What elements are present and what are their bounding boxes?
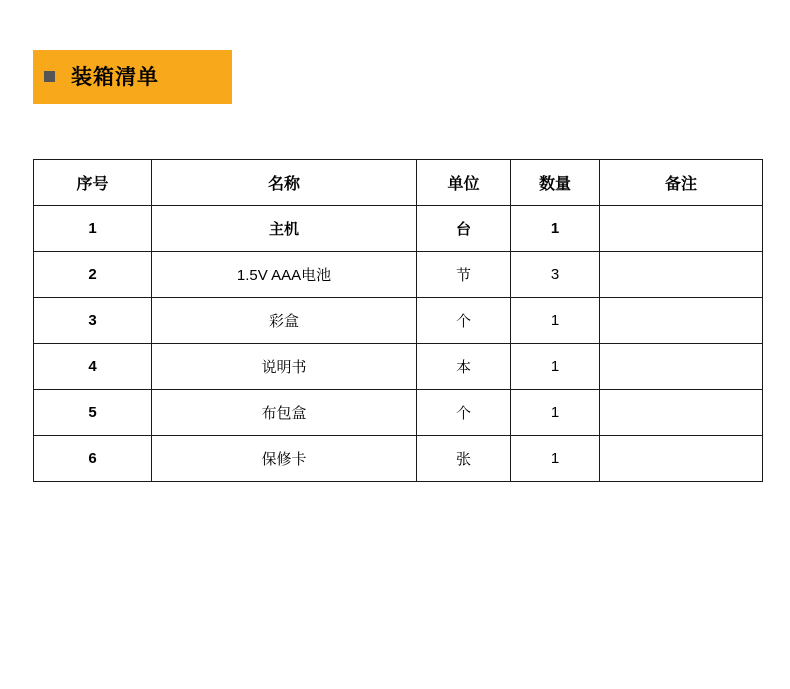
table-row [34, 344, 763, 390]
cell-qty: 1 [511, 206, 600, 252]
cell-name: 1.5V AAA电池 [152, 252, 417, 298]
cell-qty: 3 [511, 252, 600, 298]
cell-qty: 1 [511, 436, 600, 482]
cell-note [600, 390, 763, 436]
column-header-name: 名称 [152, 160, 417, 206]
cell-name: 主机 [152, 206, 417, 252]
section-title-banner [33, 50, 232, 104]
cell-unit: 本 [417, 344, 511, 390]
cell-qty: 1 [511, 298, 600, 344]
table-row [34, 252, 763, 298]
column-header-unit: 单位 [417, 160, 511, 206]
page-title: 装箱清单 [71, 65, 159, 89]
cell-no: 3 [34, 298, 152, 344]
cell-no: 1 [34, 206, 152, 252]
cell-note [600, 206, 763, 252]
cell-name: 保修卡 [152, 436, 417, 482]
table-row [34, 436, 763, 482]
cell-note [600, 298, 763, 344]
column-header-qty: 数量 [511, 160, 600, 206]
cell-unit: 个 [417, 298, 511, 344]
cell-note [600, 252, 763, 298]
cell-no: 4 [34, 344, 152, 390]
cell-name: 布包盒 [152, 390, 417, 436]
cell-unit: 节 [417, 252, 511, 298]
cell-qty: 1 [511, 344, 600, 390]
table-row [34, 206, 763, 252]
table-row [34, 390, 763, 436]
cell-unit: 张 [417, 436, 511, 482]
cell-note [600, 344, 763, 390]
cell-no: 2 [34, 252, 152, 298]
column-header-note: 备注 [600, 160, 763, 206]
table-row [34, 298, 763, 344]
cell-unit: 台 [417, 206, 511, 252]
cell-unit: 个 [417, 390, 511, 436]
column-header-no: 序号 [34, 160, 152, 206]
cell-no: 6 [34, 436, 152, 482]
cell-name: 说明书 [152, 344, 417, 390]
packing-list-table [33, 159, 763, 482]
square-bullet-icon [44, 71, 55, 82]
table-header-row [34, 160, 763, 206]
cell-qty: 1 [511, 390, 600, 436]
cell-no: 5 [34, 390, 152, 436]
cell-note [600, 436, 763, 482]
cell-name: 彩盒 [152, 298, 417, 344]
